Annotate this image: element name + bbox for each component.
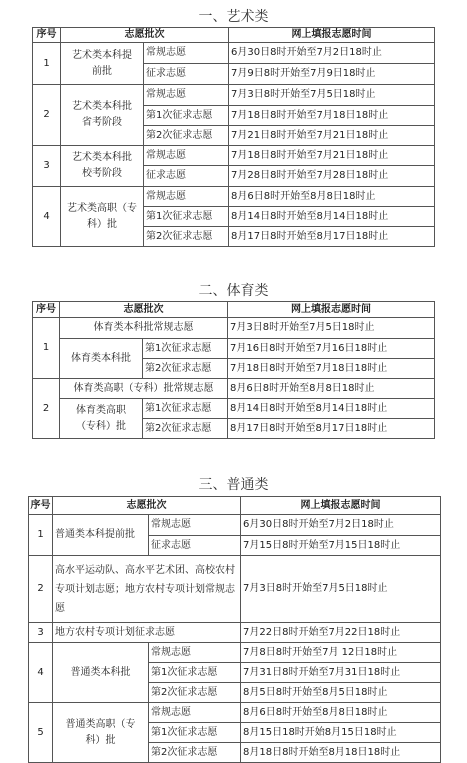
fill-time: 7月3日8时开始至7月5日18时止 (229, 85, 435, 106)
table-row (29, 623, 441, 643)
batch-name: 艺术类本科提前批 (61, 43, 144, 85)
row-number: 1 (33, 43, 61, 85)
fill-time: 7月15日8时开始至7月15日18时止 (241, 536, 441, 556)
fill-time: 8月6日8时开始至8月8日18时止 (229, 187, 435, 207)
header-time: 网上填报志愿时间 (229, 28, 435, 43)
table-row (33, 43, 435, 64)
sub-batch: 第2次征求志愿 (144, 227, 229, 247)
batch-name: 普通类高职（专科）批 (53, 703, 149, 763)
row-number: 5 (29, 703, 53, 763)
row-number: 2 (29, 556, 53, 623)
table-row (33, 187, 435, 207)
sub-batch: 征求志愿 (144, 166, 229, 187)
sub-batch: 常规志愿 (144, 43, 229, 64)
fill-time: 8月6日8时开始至8月8日18时止 (228, 379, 435, 399)
table-header-row (29, 497, 441, 515)
batch-name: 艺术类本科批校考阶段 (61, 146, 144, 187)
sub-batch: 第1次征求志愿 (144, 207, 229, 227)
sub-batch: 常规志愿 (149, 703, 241, 723)
sub-batch: 征求志愿 (149, 536, 241, 556)
header-batch: 志愿批次 (60, 302, 228, 318)
fill-time: 8月17日8时开始至8月17日18时止 (229, 227, 435, 247)
table-row (33, 85, 435, 106)
sub-batch: 常规志愿 (144, 85, 229, 106)
fill-time: 7月3日8时开始至7月5日18时止 (241, 556, 441, 623)
table-row (33, 339, 435, 359)
fill-time: 8月5日8时开始至8月5日18时止 (241, 683, 441, 703)
batch-name: 普通类本科批 (53, 643, 149, 703)
fill-time: 7月3日8时开始至7月5日18时止 (228, 318, 435, 339)
sub-batch: 常规志愿 (149, 643, 241, 663)
sub-batch: 第2次征求志愿 (143, 419, 228, 439)
sports-table (32, 301, 435, 439)
fill-time: 8月18日8时开始至8月18日18时止 (241, 743, 441, 763)
fill-time: 8月14日8时开始至8月14日18时止 (228, 399, 435, 419)
fill-time: 7月16日8时开始至7月16日18时止 (228, 339, 435, 359)
header-no: 序号 (33, 302, 60, 318)
batch-full-name: 地方农村专项计划征求志愿 (53, 623, 241, 643)
row-number: 3 (33, 146, 61, 187)
header-time: 网上填报志愿时间 (228, 302, 435, 318)
fill-time: 8月14日8时开始至8月14日18时止 (229, 207, 435, 227)
sub-batch: 常规志愿 (149, 515, 241, 536)
fill-time: 7月22日8时开始至7月22日18时止 (241, 623, 441, 643)
table-row (33, 379, 435, 399)
sub-batch: 第1次征求志愿 (149, 723, 241, 743)
fill-time: 6月30日8时开始至7月2日18时止 (241, 515, 441, 536)
fill-time: 7月9日8时开始至7月9日18时止 (229, 64, 435, 85)
sub-batch: 常规志愿 (144, 146, 229, 166)
header-no: 序号 (33, 28, 61, 43)
fill-time: 8月15日18时开始8月15日18时止 (241, 723, 441, 743)
fill-time: 7月28日8时开始至7月28日18时止 (229, 166, 435, 187)
sub-batch: 第1次征求志愿 (144, 106, 229, 126)
fill-time: 7月31日8时开始至7月31日18时止 (241, 663, 441, 683)
section-title-art: 一、艺术类 (198, 9, 269, 25)
sub-batch: 第2次征求志愿 (149, 743, 241, 763)
row-number: 2 (33, 379, 60, 439)
fill-time: 7月18日8时开始至7月21日18时止 (229, 146, 435, 166)
sub-batch: 第1次征求志愿 (149, 663, 241, 683)
sub-batch: 第1次征求志愿 (143, 399, 228, 419)
header-time: 网上填报志愿时间 (241, 497, 441, 515)
table-header-row (33, 28, 435, 43)
row-number: 4 (29, 643, 53, 703)
fill-time: 7月18日8时开始至7月18日18时止 (229, 106, 435, 126)
fill-time: 7月8日8时开始至7月 12日18时止 (241, 643, 441, 663)
table-row (33, 318, 435, 339)
batch-name: 体育类本科批 (60, 339, 143, 379)
row-number: 1 (29, 515, 53, 556)
header-batch: 志愿批次 (53, 497, 241, 515)
batch-full-name: 高水平运动队、高水平艺术团、高校农村专项计划志愿；地方农村专项计划常规志愿 (53, 556, 241, 623)
section-title-general: 三、普通类 (198, 477, 269, 493)
table-row (29, 556, 441, 623)
batch-name: 艺术类本科批省考阶段 (61, 85, 144, 146)
table-header-row (33, 302, 435, 318)
row-number: 3 (29, 623, 53, 643)
batch-full-name: 体育类本科批常规志愿 (60, 318, 228, 339)
row-number: 1 (33, 318, 60, 379)
row-number: 4 (33, 187, 61, 247)
sub-batch: 征求志愿 (144, 64, 229, 85)
batch-name: 艺术类高职（专科）批 (61, 187, 144, 247)
table-row (29, 515, 441, 536)
row-number: 2 (33, 85, 61, 146)
general-table (28, 496, 441, 763)
section-title-sports: 二、体育类 (198, 283, 269, 299)
fill-time: 8月6日8时开始至8月8日18时止 (241, 703, 441, 723)
art-table (32, 27, 435, 247)
fill-time: 7月21日8时开始至7月21日18时止 (229, 126, 435, 146)
table-row (33, 146, 435, 166)
sub-batch: 第2次征求志愿 (144, 126, 229, 146)
batch-name: 普通类本科提前批 (53, 515, 149, 556)
table-row (33, 399, 435, 419)
sub-batch: 第1次征求志愿 (143, 339, 228, 359)
fill-time: 8月17日8时开始至8月17日18时止 (228, 419, 435, 439)
fill-time: 6月30日8时开始至7月2日18时止 (229, 43, 435, 64)
sub-batch: 第2次征求志愿 (143, 359, 228, 379)
sub-batch: 第2次征求志愿 (149, 683, 241, 703)
batch-name: 体育类高职（专科）批 (60, 399, 143, 439)
fill-time: 7月18日8时开始至7月18日18时止 (228, 359, 435, 379)
header-no: 序号 (29, 497, 53, 515)
sub-batch: 常规志愿 (144, 187, 229, 207)
batch-full-name: 体育类高职（专科）批常规志愿 (60, 379, 228, 399)
table-row (29, 703, 441, 723)
header-batch: 志愿批次 (61, 28, 229, 43)
table-row (29, 643, 441, 663)
